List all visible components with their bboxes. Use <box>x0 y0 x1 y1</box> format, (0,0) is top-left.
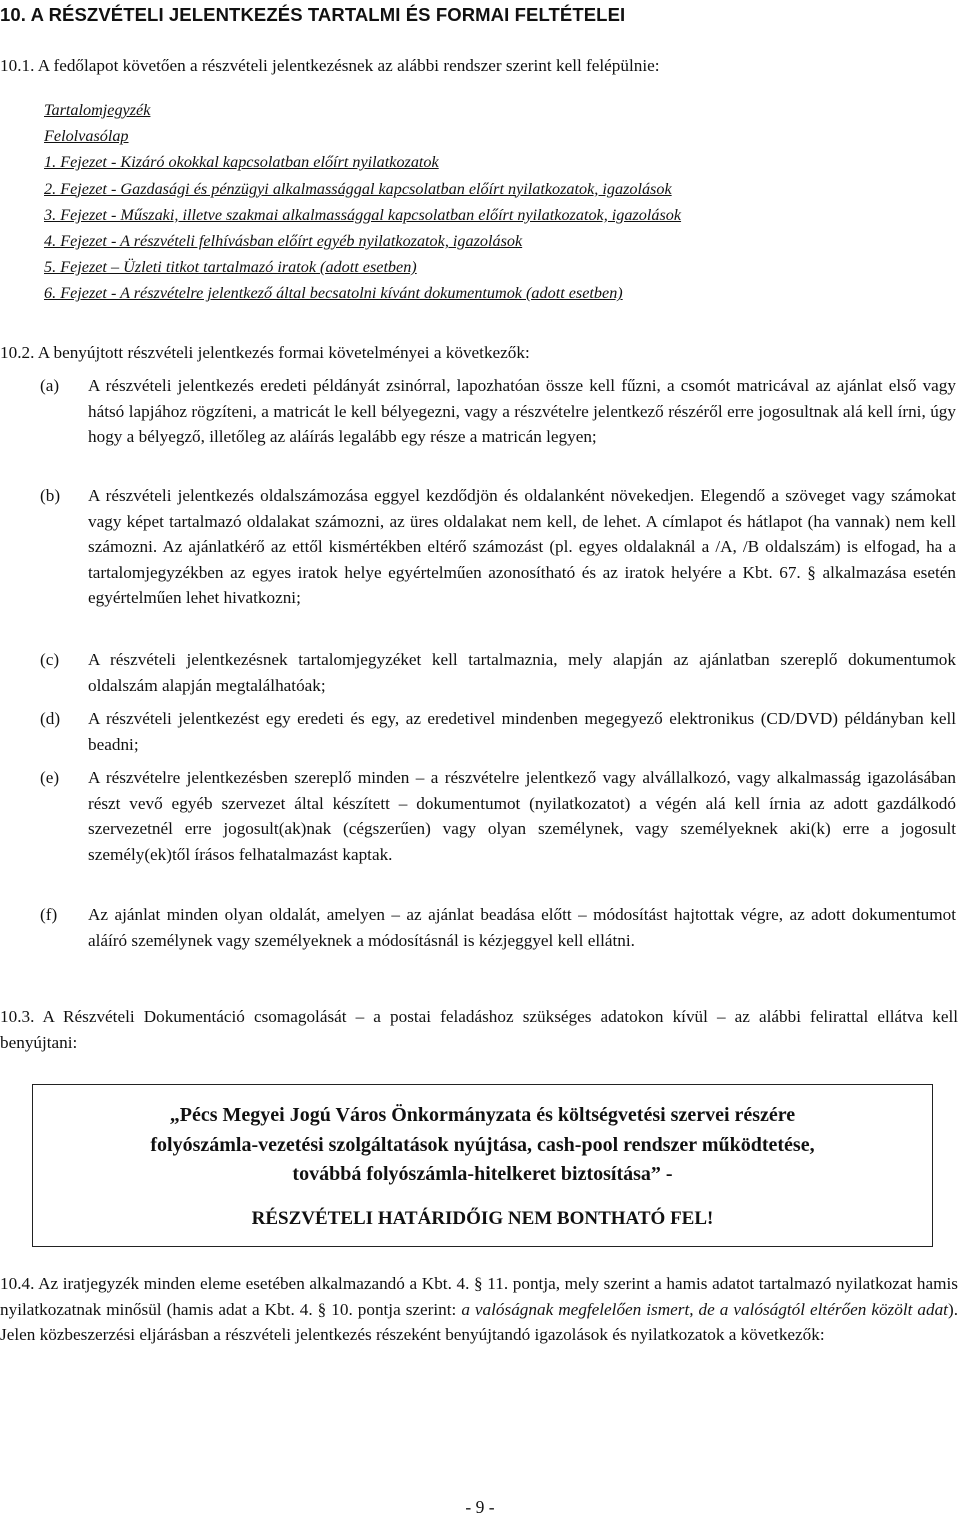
envelope-label-box <box>32 1084 933 1247</box>
structure-item: 5. Fejezet – Üzleti titkot tartalmazó iratok (adott esetben) <box>44 258 417 277</box>
structure-item: 2. Fejezet - Gazdasági és pénzügyi alkalmassággal kapcsolatban előírt nyilatkozatok, igazolások <box>44 179 672 198</box>
section-10-4-part1: 10.4. Az iratjegyzék minden eleme esetében alkalmazandó a Kbt. 4. § 11. pontja, mely szerint a hamis adatot tartalmazó nyilatkozat hamis nyilatkozatnak minősül (hamis adat a Kbt. 4. § 10. pontja szerint: <box>0 1274 958 1319</box>
requirement-item <box>40 706 956 757</box>
envelope-line-2: folyószámla-vezetési szolgáltatások nyújtása, cash-pool rendszer működtetése, <box>150 1133 815 1156</box>
page-number: - 9 - <box>465 1497 495 1517</box>
structure-item: Felolvasólap <box>44 127 129 146</box>
requirement-item <box>40 647 956 698</box>
item-label: (b) <box>40 486 61 505</box>
structure-item: Tartalomjegyzék <box>44 101 151 119</box>
structure-item: 6. Fejezet - A részvételre jelentkező által becsatolni kívánt dokumentumok (adott esetben) <box>44 284 623 303</box>
structure-item: 1. Fejezet - Kizáró okokkal kapcsolatban előírt nyilatkozatok <box>44 153 439 172</box>
item-text: A részvételi jelentkezés oldalszámozása eggyel kezdődjön és oldalanként növekedjen. Elegendő a szöveget vagy számokat vagy képet tartalmazó oldalakat számozni, az üres oldalakat nem kell, de lehet. A címlapot és hátlapot (ha vannak) nem kell számozni. Az ajánlatkérő az ettől kismértékben eltérő számozást (pl. egyes oldalaknál a /A, /B oldalszám) is elfogad, ha a tartalomjegyzékben az egyes iratok helye egyértelműen azonosítható és az iratok helyére a Kbt. 67. § alkalmazása esetén egyértelműen lehet hivatkozni; <box>88 486 956 608</box>
item-text: Az ajánlat minden olyan oldalát, amelyen – az ajánlat beadása előtt – módosítást hajtottak végre, az adott dokumentumot aláíró személynek vagy személyeknek a módosításnál is kézjeggyel kell ellátni. <box>88 905 956 950</box>
section-10-2-intro: 10.2. A benyújtott részvételi jelentkezés formai követelményei a következők: <box>0 343 530 362</box>
requirement-item <box>40 765 956 867</box>
requirement-item <box>40 373 956 450</box>
item-text: A részvételre jelentkezésben szereplő minden – a részvételre jelentkező vagy alvállalkozó, vagy alkalmasság igazolásában részt vevő egyéb szervezet által készített – dokumentumot (nyilatkozatot) a végén alá kell írnia az adott gazdálkodó szervezetnél erre jogosult(ak)nak (cégszerűen) vagy olyan személynek, vagy személyeknek aki(k) erre a jogosult személy(ek)től írásos felhatalmazást kaptak. <box>88 768 956 864</box>
structure-item: 4. Fejezet - A részvételi felhívásban előírt egyéb nyilatkozatok, igazolások <box>44 232 523 251</box>
item-label: (e) <box>40 768 60 787</box>
section-heading: 10. A RÉSZVÉTELI JELENTKEZÉS TARTALMI ÉS FORMAI FELTÉTELEI <box>0 4 626 25</box>
envelope-line-1: „Pécs Megyei Jogú Város Önkormányzata és költségvetési szervei részére <box>169 1104 796 1126</box>
section-10-4-part2: ). Jelen közbeszerzési eljárásban a részvételi jelentkezés részeként benyújtandó igazolások és nyilatkozatok a következők: <box>0 1299 958 1344</box>
section-10-4-text <box>0 1271 958 1348</box>
section-10-4-definition: a valóságnak megfelelően ismert, de a valóságtól eltérően közölt adat <box>461 1299 948 1319</box>
envelope-line-3: továbbá folyószámla-hitelkeret biztosítása” - <box>292 1163 673 1185</box>
item-label: (f) <box>40 905 58 924</box>
section-10-3-intro: 10.3. A Részvételi Dokumentáció csomagolását – a postai feladáshoz szükséges adatokon kívül – az alábbi felirattal ellátva kell benyújtani: <box>0 1007 958 1052</box>
item-text: A részvételi jelentkezés eredeti példányát zsinórral, lapozhatóan össze kell fűzni, a csomót matricával az ajánlat első vagy hátsó lapjához rögzíteni, a matricát le kell bélyegezni, vagy a részvételre jelentkező részéről erre jogosultnak alá kell írni, úgy hogy a bélyegző, illetőleg az aláírás legalább egy része a matricán legyen; <box>88 376 956 447</box>
item-text: A részvételi jelentkezést egy eredeti és egy, az eredetivel mindenben megegyező elektronikus (CD/DVD) példányban kell beadni; <box>88 709 956 754</box>
item-text: A részvételi jelentkezésnek tartalomjegyzéket kell tartalmaznia, mely alapján az ajánlatban szereplő dokumentumok oldalszám alapján megtalálhatóak; <box>88 650 956 695</box>
requirement-item <box>40 483 956 611</box>
item-label: (d) <box>40 709 61 728</box>
item-label: (c) <box>40 650 60 669</box>
envelope-warning: RÉSZVÉTELI HATÁRIDŐIG NEM BONTHATÓ FEL! <box>251 1207 714 1229</box>
section-10-1-intro: 10.1. A fedőlapot követően a részvételi jelentkezésnek az alábbi rendszer szerint kell felépülnie: <box>0 56 660 75</box>
structure-item: 3. Fejezet - Műszaki, illetve szakmai alkalmassággal kapcsolatban előírt nyilatkozatok, igazolások <box>44 205 682 224</box>
structure-list <box>44 97 681 307</box>
item-label: (a) <box>40 376 60 395</box>
requirement-item <box>40 902 956 953</box>
